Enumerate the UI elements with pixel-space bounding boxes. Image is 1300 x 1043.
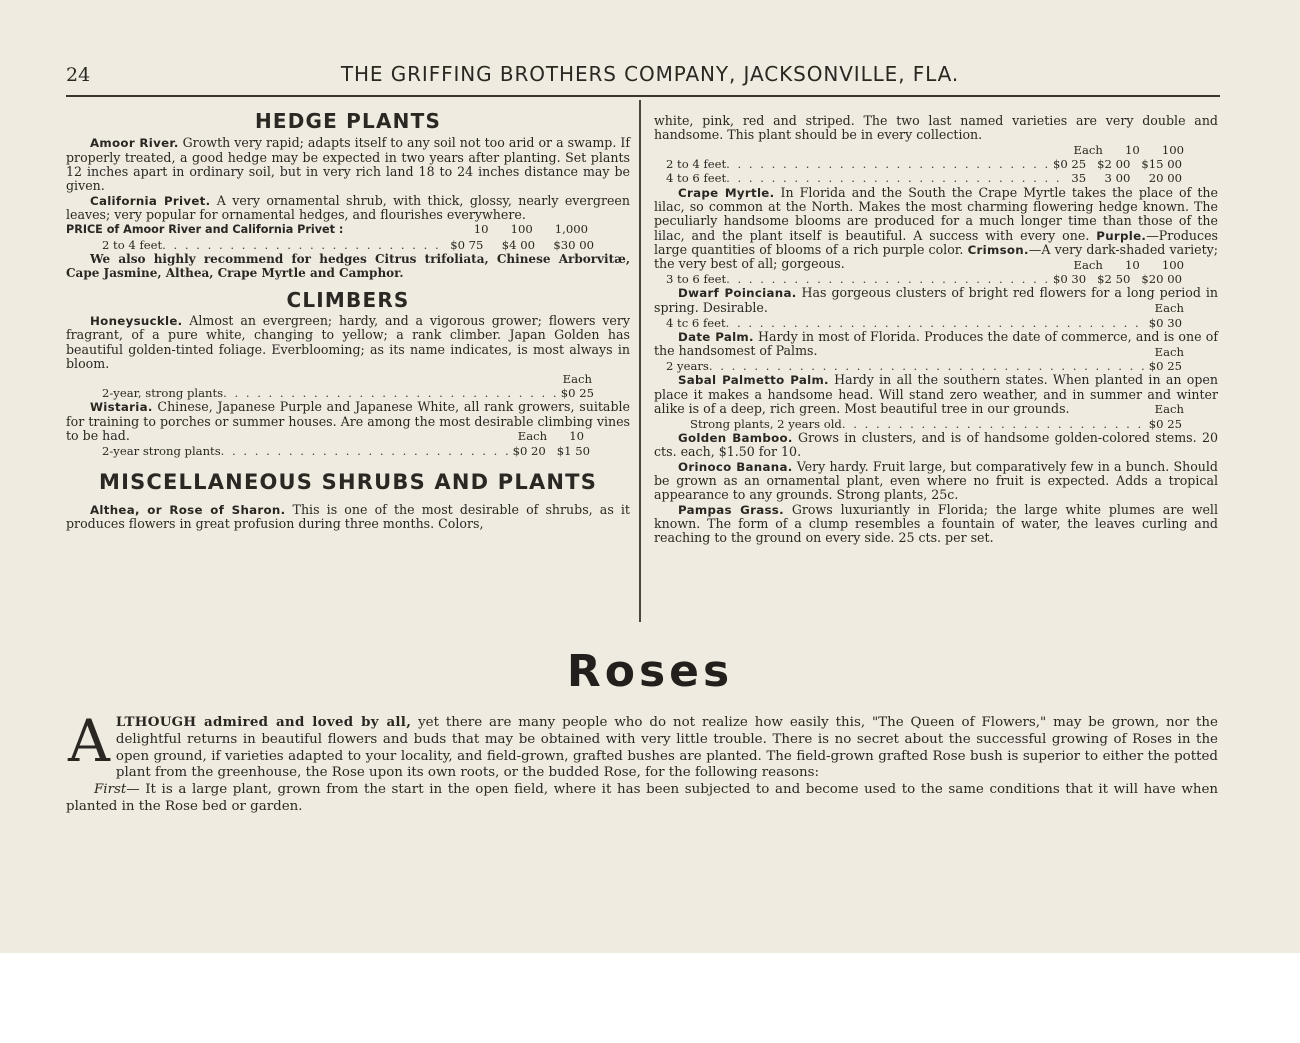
price-row	[654, 316, 1218, 330]
price-columns: Each	[1154, 402, 1184, 417]
entry-text: Very hardy. Fruit large, but comparatively few in a bunch. Should be grown as an ornamental plant, even where no fruit is expected. Adds a tropical appearance to any grounds. Strong plants, 25c.	[654, 458, 1218, 503]
price-columns: Each 10 100	[1073, 142, 1184, 157]
price-row-values: $0 25	[560, 385, 594, 400]
variety-name: Crimson.	[967, 243, 1029, 258]
entry-text: Hardy in most of Florida. Produces the date of commerce, and is one of the handsomest of Palms.	[654, 328, 1218, 359]
entry-name: Orinoco Banana.	[678, 459, 793, 474]
left-column	[66, 109, 630, 532]
hedge-plants-heading: HEDGE PLANTS	[254, 109, 442, 133]
leader-dots	[842, 417, 1145, 431]
entry-text: Grows luxuriantly in Florida; the large white plumes are well known. The form of a clump resembles a fountain of water, the leaves curling and reaching to the ground on every side. 25 cts. per set.	[654, 501, 1218, 546]
leader-dots	[709, 359, 1145, 373]
entry-text: A very ornamental shrub, with thick, glossy, nearly evergreen leaves; very popular for ornamental hedges, and flourishes everywhere.	[66, 192, 630, 223]
entry-name: Crape Myrtle.	[678, 185, 775, 200]
price-row	[654, 171, 1218, 185]
running-head: THE GRIFFING BROTHERS COMPANY, JACKSONVILLE, FLA.	[340, 62, 960, 86]
price-row	[654, 272, 1218, 286]
entry-text: This is one of the most desirable of shrubs, as it produces flowers in great profusion during three months. Colors,	[66, 501, 630, 532]
leader-dots	[726, 272, 1049, 286]
althea-entry	[66, 503, 630, 532]
bottom-margin	[0, 953, 1300, 1043]
golden-bamboo-entry	[654, 431, 1218, 460]
althea-price-header	[654, 143, 1218, 157]
leader-dots	[726, 171, 1067, 185]
price-columns: Each	[1154, 344, 1184, 359]
price-row-values: $0 25	[1148, 416, 1182, 431]
entry-text: In Florida and the South the Crape Myrtle takes the place of the lilac, so common at the North. Makes the most charming flowering hedge known. The peculiarly handsome blooms are produced for a much longer time than those of the lilac, and the plant itself is beautiful. A success with every one.	[654, 184, 1218, 243]
price-columns: Each 10 100	[1073, 257, 1184, 272]
entry-text: Has gorgeous clusters of bright red flowers for a long period in spring. Desirable.	[654, 285, 1218, 315]
price-row-label: 2 to 4 feet	[102, 237, 163, 252]
honeysuckle-entry	[66, 314, 630, 371]
entry-name: Amoor River.	[90, 136, 179, 151]
roses-first-reason	[66, 782, 1218, 816]
entry-name: Wistaria.	[90, 400, 153, 415]
roses-lead-in: LTHOUGH admired and loved by all,	[115, 714, 412, 730]
variety-text: —A very dark-shaded variety; the very best of all; gorgeous.	[654, 242, 1218, 272]
entry-text: Growth very rapid; adapts itself to any soil not too arid or a swamp. If properly treated, a good hedge may be expected in two years after planting. Set plants 12 inches apart in ordinary soil, but in very rich land 18 to 24 inches distance may be given.	[66, 135, 630, 194]
page-number: 24	[66, 64, 91, 86]
first-label: First—	[94, 782, 140, 798]
price-columns: Each	[562, 371, 592, 386]
drop-cap: A	[68, 707, 110, 775]
amoor-river-entry	[66, 136, 630, 193]
header-rule	[66, 95, 1220, 97]
price-row	[654, 157, 1218, 171]
althea-continued: white, pink, red and striped. The two last named varieties are very double and handsome. This plant should be in every collection.	[654, 113, 1218, 143]
price-row	[654, 417, 1218, 431]
california-privet-entry	[66, 194, 630, 223]
leader-dots	[221, 444, 509, 458]
price-row-label: Strong plants, 2 years old	[690, 416, 842, 431]
price-row-values: $0 30	[1148, 315, 1182, 330]
climbers-heading: CLIMBERS	[286, 287, 410, 312]
honeysuckle-price-header	[66, 372, 630, 386]
entry-name: Dwarf Poinciana.	[678, 286, 797, 301]
wistaria-price-header	[66, 429, 630, 443]
roses-intro-paragraph	[66, 707, 1218, 782]
entry-name: Honeysuckle.	[90, 314, 183, 329]
roses-title: Roses	[566, 646, 734, 697]
leader-dots	[162, 238, 446, 252]
price-row-values: $0 30 $2 50 $20 00	[1052, 272, 1182, 287]
price-row	[66, 238, 630, 252]
variety-text: —Produces large quantities of blooms of a rich purple color.	[654, 227, 1218, 258]
entry-name: Althea, or Rose of Sharon.	[90, 502, 286, 517]
price-row-values: $0 25	[1148, 358, 1182, 373]
entry-text: Chinese, Japanese Purple and Japanese White, all rank growers, suitable for training to porches or summer houses. Are among the most desirable climbing vines to be had.	[66, 399, 630, 443]
price-header-row	[66, 222, 630, 237]
hedge-recommendation: We also highly recommend for hedges Citrus trifoliata, Chinese Arborvitæ, Cape Jasmine, Althea, Crape Myrtle and Camphor.	[66, 252, 630, 281]
variety-name: Purple.	[1096, 228, 1147, 243]
price-row-values: 35 3 00 20 00	[1071, 171, 1182, 186]
price-row-label: 2-year, strong plants	[102, 385, 224, 400]
price-row-values: $0 20 $1 50	[512, 443, 590, 458]
entry-name: California Privet.	[90, 193, 211, 208]
entry-text: Almost an evergreen; hardy, and a vigorous grower; flowers very fragrant, of a pure white, changing to yellow; a rank climber. Japan Golden has beautiful golden-tinted foliage. Everblooming; as its name indicates, is most always in bloom.	[66, 313, 630, 372]
price-row-label: 2 years	[666, 358, 709, 373]
price-row-values: $0 75 $4 00 $30 00	[450, 237, 594, 252]
price-columns: 10 100 1,000	[473, 222, 588, 237]
first-reason-text: It is a large plant, grown from the start in the open field, where it has been subjected to and become used to the same conditions that it will have when planted in the Rose bed or garden.	[66, 782, 1218, 814]
leader-dots	[223, 386, 557, 400]
entry-name: Sabal Palmetto Palm.	[678, 373, 829, 388]
price-row	[66, 386, 630, 400]
price-columns: Each 10	[517, 429, 584, 444]
right-column	[654, 114, 1218, 546]
leader-dots	[726, 316, 1145, 330]
entry-text: Grows in clusters, and is of handsome golden-colored stems. 20 cts. each, $1.50 for 10.	[654, 429, 1218, 460]
pampas-grass-entry	[654, 503, 1218, 546]
price-row-label: 2-year strong plants	[102, 443, 221, 458]
misc-shrubs-heading: MISCELLANEOUS SHRUBS AND PLANTS	[98, 469, 598, 494]
price-row-label: 3 to 6 feet	[666, 272, 727, 287]
price-row	[66, 444, 630, 458]
entry-name: Pampas Grass.	[678, 502, 784, 517]
roses-intro-text: yet there are many people who do not realize how easily this, "The Queen of Flowers," may be grown, nor the delightful returns in beautiful flowers and buds that may be obtained with very little trouble. There is no secret about the successful growing of Roses in the open ground, if varieties adapted to your locality, and field-grown, grafted bushes are planted. The field-grown grafted Rose bush is superior to either the potted plant from the greenhouse, the Rose upon its own roots, or the budded Rose, for the following reasons:	[115, 715, 1218, 781]
price-row-label: 2 to 4 feet	[666, 157, 727, 172]
price-row-label: 4 tc 6 feet	[666, 315, 726, 330]
orinoco-banana-entry	[654, 460, 1218, 503]
price-row	[654, 359, 1218, 373]
entry-name: Golden Bamboo.	[678, 430, 793, 445]
price-row-label: 4 to 6 feet	[666, 171, 727, 186]
price-row-values: $0 25 $2 00 $15 00	[1052, 157, 1182, 172]
entry-text: Hardy in all the southern states. When planted in an open place it makes a handsome head. Will stand zero weather, and in summer and winter alike is of a deep, rich green. Most beautiful tree in our grounds.	[654, 372, 1218, 416]
leader-dots	[726, 157, 1049, 171]
column-divider	[639, 100, 641, 622]
entry-name: Date Palm.	[678, 329, 754, 344]
price-label: PRICE of Amoor River and California Privet :	[66, 223, 344, 237]
price-columns: Each	[1154, 301, 1184, 316]
roses-section	[66, 707, 1218, 816]
